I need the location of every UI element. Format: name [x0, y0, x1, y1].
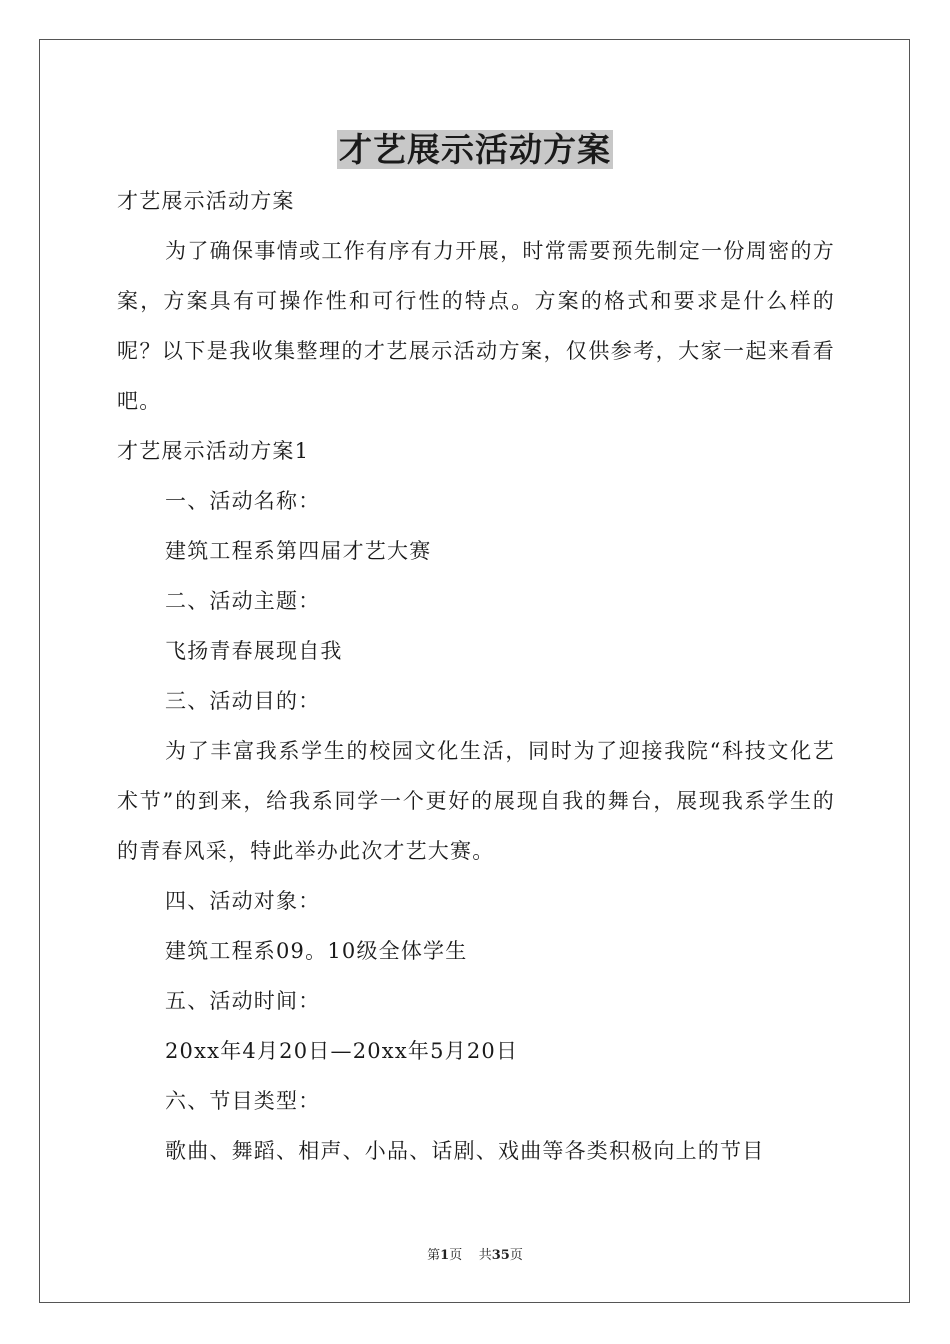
footer-page-current: 1: [440, 1248, 450, 1263]
document-title: [0, 128, 950, 172]
footer-total-suffix: 页: [509, 1248, 523, 1263]
paragraph-heading: 才艺展示活动方案: [117, 189, 295, 213]
footer-page-suffix: 页: [449, 1248, 463, 1263]
paragraph-section-title: 才艺展示活动方案1: [117, 439, 310, 463]
page-footer: [0, 1247, 950, 1265]
paragraph-purpose-label: 三、活动目的：: [165, 689, 321, 713]
footer-page-prefix: 第: [427, 1248, 441, 1263]
paragraph-time: 20xx年4月20日—20xx年5月20日: [165, 1039, 519, 1063]
paragraph-theme-label: 二、活动主题：: [165, 589, 321, 613]
footer-page-total: 35: [491, 1248, 510, 1263]
paragraph-activity-name: 建筑工程系第四届才艺大赛: [165, 539, 432, 563]
paragraph-program-type-label: 六、节目类型：: [165, 1089, 321, 1113]
paragraph-target: 建筑工程系09。10级全体学生: [165, 939, 468, 963]
paragraph-purpose: 为了丰富我系学生的校园文化生活，同时为了迎接我院“科技文化艺术节”的到来，给我系同学一个更好的展现自我的舞台，展现我系学生的的青春风采，特此举办此次才艺大赛。: [117, 739, 835, 863]
paragraph-time-label: 五、活动时间：: [165, 989, 321, 1013]
document-body: [117, 176, 835, 1176]
footer-total-prefix: 共: [478, 1248, 492, 1263]
document-title-text: 才艺展示活动方案: [339, 130, 611, 169]
paragraph-target-label: 四、活动对象：: [165, 889, 321, 913]
paragraph-program-type: 歌曲、舞蹈、相声、小品、话剧、戏曲等各类积极向上的节目: [165, 1139, 765, 1163]
paragraph-activity-name-label: 一、活动名称：: [165, 489, 321, 513]
paragraph-intro: 为了确保事情或工作有序有力开展，时常需要预先制定一份周密的方案，方案具有可操作性和可行性的特点。方案的格式和要求是什么样的呢？以下是我收集整理的才艺展示活动方案，仅供参考，大家一起来看看吧。: [117, 239, 835, 413]
paragraph-theme: 飞扬青春展现自我: [165, 639, 343, 663]
